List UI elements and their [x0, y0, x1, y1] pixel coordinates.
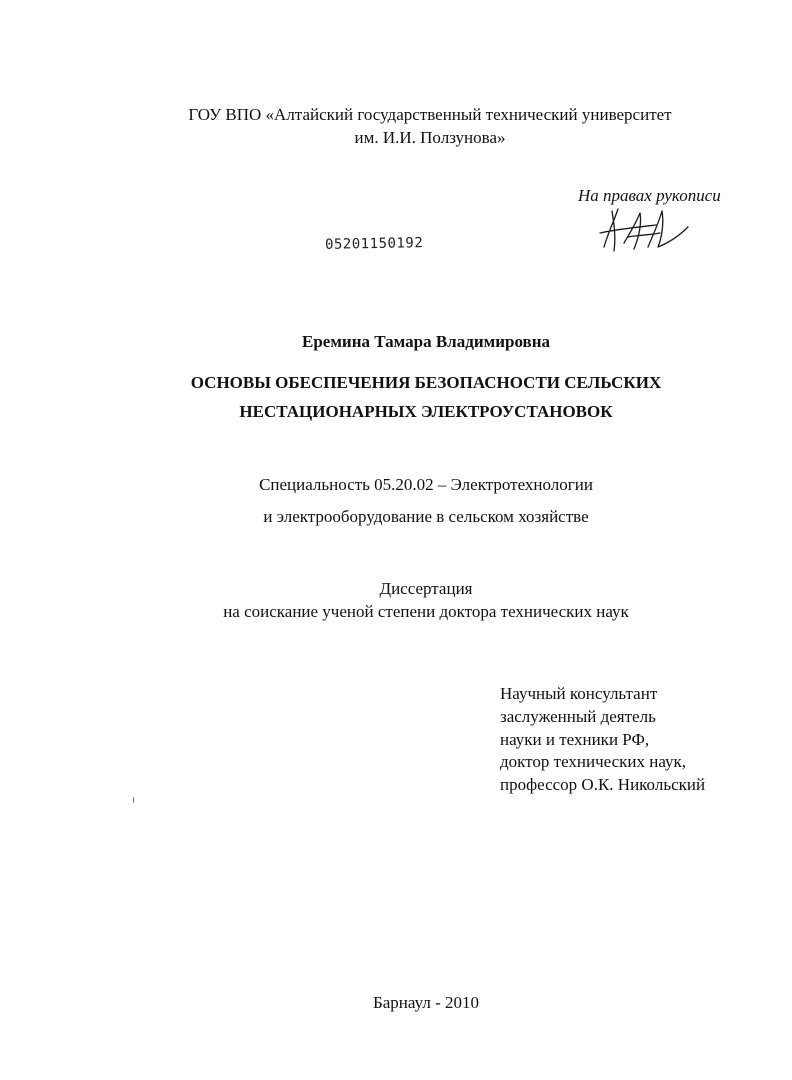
university-name-line-2: им. И.И. Ползунова»	[354, 128, 506, 147]
document-number: 05201150192	[324, 235, 424, 253]
advisor-line: Научный консультант	[500, 684, 658, 703]
thesis-title-line-1: ОСНОВЫ ОБЕСПЕЧЕНИЯ БЕЗОПАСНОСТИ СЕЛЬСКИХ	[190, 373, 662, 392]
author-name: Еремина Тамара Владимировна	[302, 332, 550, 351]
advisor-line: науки и техники РФ,	[500, 730, 650, 749]
advisor-line: доктор технических наук,	[500, 752, 687, 771]
university-name-line-1: ГОУ ВПО «Алтайский государственный технический университет	[188, 105, 672, 124]
city-year: Барнаул - 2010	[373, 993, 479, 1012]
advisor-line: заслуженный деятель	[500, 707, 656, 726]
handwritten-signature	[598, 203, 690, 255]
manuscript-note: На правах рукописи	[578, 186, 721, 205]
scan-speck	[133, 797, 134, 803]
thesis-title-line-2: НЕСТАЦИОНАРНЫХ ЭЛЕКТРОУСТАНОВОК	[239, 402, 613, 421]
dissertation-type: Диссертация	[379, 579, 473, 598]
dissertation-degree: на соискание ученой степени доктора технических наук	[223, 602, 629, 621]
specialty-line-2: и электрооборудование в сельском хозяйстве	[263, 507, 589, 526]
advisor-line: профессор О.К. Никольский	[500, 775, 706, 794]
specialty-line-1: Специальность 05.20.02 – Электротехнологии	[259, 475, 593, 494]
